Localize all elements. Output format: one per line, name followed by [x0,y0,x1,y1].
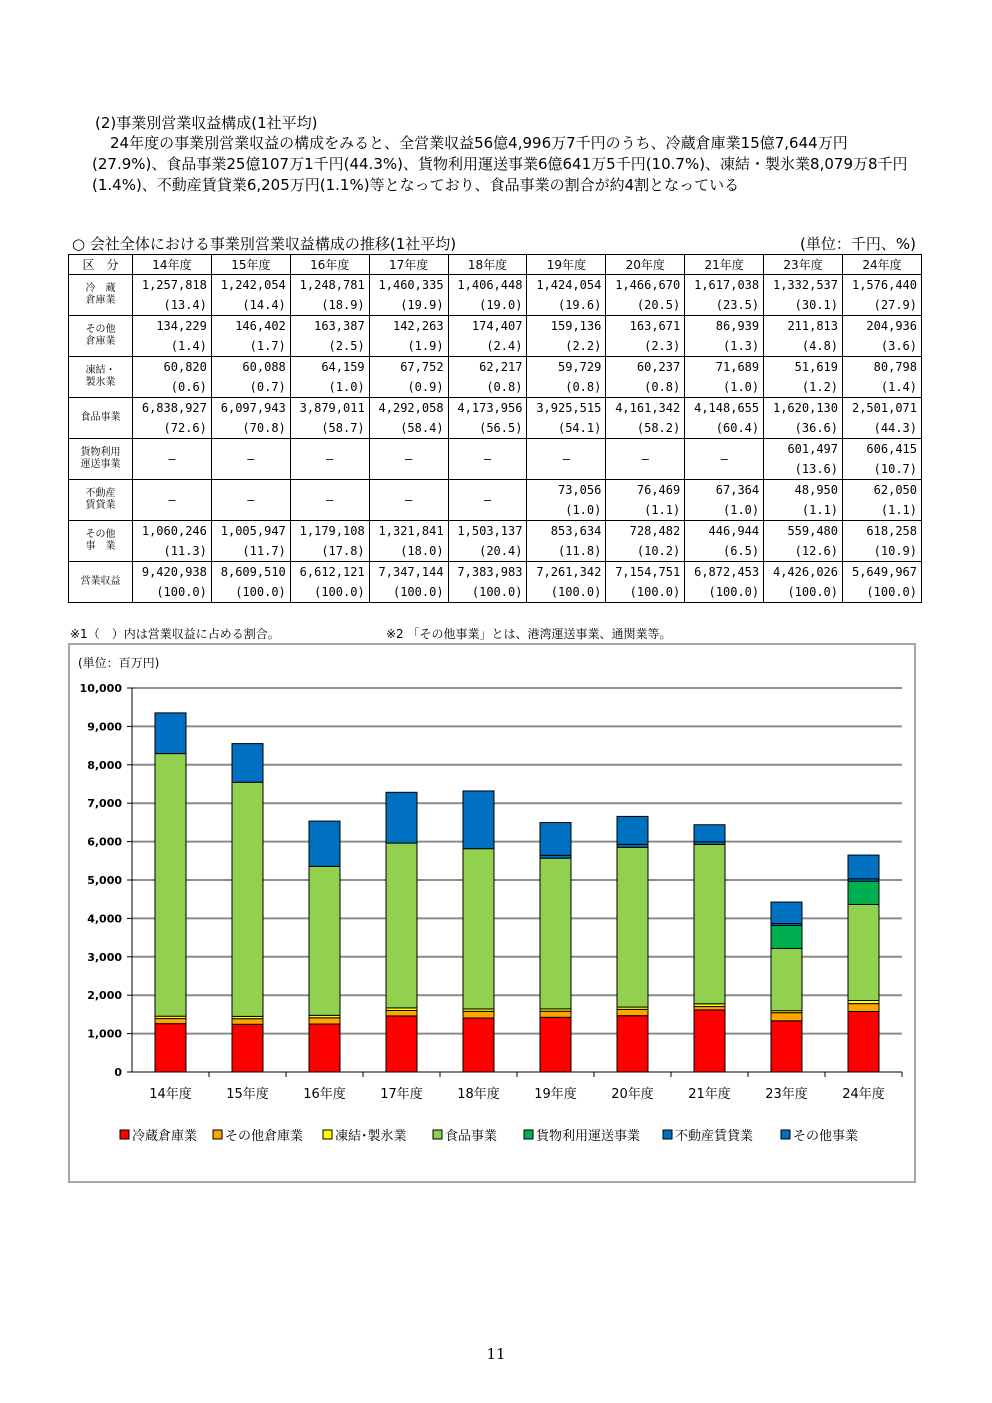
table-row [69,275,922,296]
row-category-label: 運送事業 [80,459,121,470]
value-cell: — [448,480,527,521]
bar-segment [771,902,802,923]
summary-text: 24年度の事業別営業収益の構成をみると、全営業収益56億4,996万7千円のうち、冷蔵倉庫業15億7,644万円(27.9%)、食品事業25億107万1千円(44.3%)、貨物利用運送事業6億641万5千円(10.7%)、凍結・製氷業8,079万8千円(1.4%)、不動産賃貸業6,205万円(1.1%)等となっており、食品事業の割合が約4割となっている [92,134,908,194]
percent-cell: (19.6) [527,295,606,316]
bar-segment [232,1024,263,1072]
value-cell: 3,925,515 [527,398,606,419]
percent-cell: (2.5) [290,336,369,357]
value-cell: 618,258 [843,521,922,542]
row-category-label: 食品事業 [80,412,121,423]
value-cell: 1,005,947 [211,521,290,542]
value-cell: 64,159 [290,357,369,378]
row-category [69,316,133,357]
percent-cell: (2.3) [606,336,685,357]
bar-segment [309,866,340,1015]
value-cell: — [211,480,290,521]
value-cell: 1,424,054 [527,275,606,296]
y-tick-label: 5,000 [87,874,122,887]
value-cell: 60,237 [606,357,685,378]
value-cell: 601,497 [764,439,843,460]
value-cell: 80,798 [843,357,922,378]
x-tick-label: 16年度 [303,1087,346,1102]
value-cell: — [448,439,527,480]
percent-cell: (44.3) [843,418,922,439]
value-cell: 163,671 [606,316,685,337]
percent-cell: (11.7) [211,541,290,562]
row-category-label: 営業収益 [80,576,121,587]
y-tick-label: 8,000 [87,758,122,772]
x-tick-label: 20年度 [611,1087,654,1102]
bar-segment [386,843,417,1008]
bar-segment [694,825,725,842]
value-cell: — [606,439,685,480]
y-tick-label: 6,000 [87,835,122,849]
value-cell: 6,612,121 [290,562,369,583]
bar-segment [540,1017,571,1072]
bar-segment [771,1021,802,1072]
percent-cell: (54.1) [527,418,606,439]
row-category [69,275,133,316]
table-corner: 区 分 [69,255,133,275]
table-row [69,480,922,501]
percent-cell: (36.6) [764,418,843,439]
percent-cell: (100.0) [527,582,606,603]
value-cell: 1,242,054 [211,275,290,296]
row-category-label: 倉庫業 [85,336,116,347]
col-year: 20年度 [606,255,685,275]
row-category [69,521,133,562]
table-title: ○ 会社全体における事業別営業収益構成の推移(1社平均) [72,235,457,253]
value-cell: 1,503,137 [448,521,527,542]
col-year: 15年度 [211,255,290,275]
x-tick-label: 17年度 [380,1087,423,1102]
percent-cell: (1.0) [527,500,606,521]
legend-swatch [524,1130,533,1139]
bar-segment [694,844,725,1003]
value-cell: 1,248,781 [290,275,369,296]
percent-cell: (1.4) [133,336,212,357]
bar-segment [155,713,186,754]
value-cell: 1,257,818 [133,275,212,296]
percent-cell: (58.2) [606,418,685,439]
value-cell: 1,179,108 [290,521,369,542]
bar-segment [386,1016,417,1072]
value-cell: 1,620,130 [764,398,843,419]
value-cell: 1,060,246 [133,521,212,542]
col-year: 23年度 [764,255,843,275]
row-category-label: 貨物利用 [80,447,121,458]
bar-segment [771,948,802,1010]
row-category-label: 事 業 [85,541,116,552]
value-cell: 204,936 [843,316,922,337]
value-cell: 60,820 [133,357,212,378]
note-ratio: ※1（ ）内は営業収益に占める割合。 [70,627,280,641]
value-cell: 7,383,983 [448,562,527,583]
percent-cell: (1.3) [685,336,764,357]
value-cell: 3,879,011 [290,398,369,419]
value-cell: 73,056 [527,480,606,501]
value-cell: 60,088 [211,357,290,378]
percent-cell: (2.4) [448,336,527,357]
legend-swatch [663,1130,672,1139]
bar-segment [848,1011,879,1072]
bar-segment [540,823,571,856]
percent-cell: (13.4) [133,295,212,316]
value-cell: 174,407 [448,316,527,337]
bar-segment [694,1007,725,1010]
table-row-pct [69,582,922,603]
value-cell: 76,469 [606,480,685,501]
percent-cell: (0.8) [448,377,527,398]
bar-segment [232,782,263,1016]
y-tick-label: 10,000 [79,682,122,695]
percent-cell: (14.4) [211,295,290,316]
percent-cell: (11.3) [133,541,212,562]
percent-cell: (20.5) [606,295,685,316]
value-cell: 4,161,342 [606,398,685,419]
percent-cell: (100.0) [448,582,527,603]
col-year: 17年度 [369,255,448,275]
row-category-label: 不動産 [85,488,116,499]
x-tick-label: 23年度 [765,1087,808,1102]
percent-cell: (0.8) [527,377,606,398]
percent-cell: (23.5) [685,295,764,316]
bar-segment [694,1010,725,1072]
bar-segment [848,904,879,1000]
percent-cell: (12.6) [764,541,843,562]
percent-cell: (58.7) [290,418,369,439]
legend-label: 凍結･製氷業 [335,1129,407,1144]
value-cell: 67,752 [369,357,448,378]
revenue-table [68,254,922,603]
table-row-pct [69,336,922,357]
percent-cell: (100.0) [369,582,448,603]
bar-segment [540,1011,571,1017]
table-row [69,357,922,378]
value-cell: 559,480 [764,521,843,542]
col-year: 16年度 [290,255,369,275]
row-category-label: その他 [85,529,116,540]
legend-swatch [433,1130,442,1139]
bar-segment [309,821,340,866]
x-tick-label: 14年度 [149,1087,192,1102]
percent-cell: (30.1) [764,295,843,316]
bar-segment [155,1024,186,1072]
percent-cell: (56.5) [448,418,527,439]
value-cell: 446,944 [685,521,764,542]
percent-cell: (19.9) [369,295,448,316]
percent-cell: (100.0) [133,582,212,603]
percent-cell: (0.8) [606,377,685,398]
legend-label: 不動産賃貸業 [675,1129,754,1144]
percent-cell: (1.0) [290,377,369,398]
value-cell: 67,364 [685,480,764,501]
legend-swatch [781,1130,790,1139]
table-row-pct [69,541,922,562]
table-header-row [69,255,922,275]
table-row-pct [69,295,922,316]
value-cell: 1,576,440 [843,275,922,296]
x-tick-label: 19年度 [534,1087,577,1102]
col-year: 14年度 [133,255,212,275]
value-cell: 71,689 [685,357,764,378]
legend-label: 食品事業 [445,1129,498,1144]
y-tick-label: 0 [114,1066,122,1079]
percent-cell: (11.8) [527,541,606,562]
y-tick-label: 3,000 [87,950,122,964]
percent-cell: (1.1) [764,500,843,521]
bar-segment [771,925,802,948]
percent-cell: (1.7) [211,336,290,357]
row-category-label: 凍結・ [85,365,116,376]
bar-segment [540,858,571,1009]
table-unit: (単位：千円、%) [800,235,916,253]
table-row [69,562,922,583]
percent-cell: (1.4) [843,377,922,398]
row-category-label: 冷 蔵 [85,283,116,294]
page-number: 11 [486,1345,506,1363]
bar-segment [463,791,494,849]
bar-segment [386,1010,417,1015]
value-cell: 4,173,956 [448,398,527,419]
bar-segment [617,1016,648,1072]
bar-segment [309,1024,340,1072]
legend-label: その他事業 [793,1129,859,1144]
value-cell: — [369,439,448,480]
col-year: 21年度 [685,255,764,275]
percent-cell: (70.8) [211,418,290,439]
col-year: 24年度 [843,255,922,275]
percent-cell: (10.2) [606,541,685,562]
percent-cell: (100.0) [764,582,843,603]
chart-unit-label: (単位：百万円) [78,656,160,670]
value-cell: 6,838,927 [133,398,212,419]
value-cell: — [290,439,369,480]
percent-cell: (19.0) [448,295,527,316]
stacked-bar-chart [70,645,914,1181]
value-cell: 1,466,670 [606,275,685,296]
value-cell: 6,097,943 [211,398,290,419]
value-cell: 62,050 [843,480,922,501]
value-cell: 1,321,841 [369,521,448,542]
legend-label: その他倉庫業 [225,1129,304,1144]
bar-segment [463,1011,494,1018]
table-row [69,521,922,542]
value-cell: 146,402 [211,316,290,337]
bar-segment [463,849,494,1009]
legend-swatch [213,1130,222,1139]
value-cell: 5,649,967 [843,562,922,583]
value-cell: 59,729 [527,357,606,378]
percent-cell: (100.0) [211,582,290,603]
bar-segment [848,881,879,904]
y-tick-label: 1,000 [87,1027,122,1041]
value-cell: 163,387 [290,316,369,337]
row-category [69,357,133,398]
percent-cell: (1.1) [606,500,685,521]
y-tick-label: 2,000 [87,989,122,1003]
value-cell: 2,501,071 [843,398,922,419]
value-cell: 159,136 [527,316,606,337]
percent-cell: (6.5) [685,541,764,562]
col-year: 19年度 [527,255,606,275]
value-cell: 853,634 [527,521,606,542]
value-cell: — [211,439,290,480]
value-cell: 62,217 [448,357,527,378]
y-tick-label: 9,000 [87,720,122,734]
percent-cell: (100.0) [843,582,922,603]
percent-cell: (10.9) [843,541,922,562]
percent-cell: (18.0) [369,541,448,562]
value-cell: 86,939 [685,316,764,337]
value-cell: 4,292,058 [369,398,448,419]
value-cell: 7,261,342 [527,562,606,583]
percent-cell: (100.0) [290,582,369,603]
bar-segment [232,744,263,783]
bar-segment [848,855,879,879]
value-cell: — [685,439,764,480]
bar-segment [771,1013,802,1021]
bar-segment [155,1019,186,1024]
value-cell: 51,619 [764,357,843,378]
bar-segment [463,1018,494,1072]
percent-cell: (27.9) [843,295,922,316]
percent-cell: (1.1) [843,500,922,521]
percent-cell: (60.4) [685,418,764,439]
col-year: 18年度 [448,255,527,275]
percent-cell: (0.6) [133,377,212,398]
x-tick-label: 21年度 [688,1087,731,1102]
percent-cell: (58.4) [369,418,448,439]
percent-cell: (100.0) [685,582,764,603]
row-category-label: 賃貸業 [85,500,116,511]
value-cell: 4,426,026 [764,562,843,583]
percent-cell: (72.6) [133,418,212,439]
percent-cell: (1.9) [369,336,448,357]
value-cell: 606,415 [843,439,922,460]
table-row [69,398,922,419]
row-category [69,562,133,603]
bar-segment [386,792,417,843]
value-cell: 48,950 [764,480,843,501]
bar-segment [617,847,648,1007]
x-tick-label: 18年度 [457,1087,500,1102]
row-category [69,480,133,521]
percent-cell: (2.2) [527,336,606,357]
legend-label: 貨物利用運送事業 [536,1129,641,1144]
summary-paragraph [92,133,922,196]
value-cell: 728,482 [606,521,685,542]
value-cell: 7,154,751 [606,562,685,583]
value-cell: — [290,480,369,521]
percent-cell: (17.8) [290,541,369,562]
bar-segment [232,1019,263,1025]
value-cell: 1,617,038 [685,275,764,296]
percent-cell: (0.9) [369,377,448,398]
value-cell: — [369,480,448,521]
percent-cell: (3.6) [843,336,922,357]
value-cell: 1,406,448 [448,275,527,296]
bar-segment [155,754,186,1017]
value-cell: — [527,439,606,480]
row-category-label: 製氷業 [85,377,116,388]
value-cell: 211,813 [764,316,843,337]
row-category-label: 倉庫業 [85,295,116,306]
percent-cell: (4.8) [764,336,843,357]
y-tick-label: 4,000 [87,912,122,926]
value-cell: 1,460,335 [369,275,448,296]
table-row [69,316,922,337]
row-category [69,398,133,439]
table-row-pct [69,418,922,439]
bar-segment [309,1018,340,1024]
section-heading: (2)事業別営業収益構成(1社平均) [95,114,318,132]
row-category-label: その他 [85,324,116,335]
chart-frame [68,643,916,1183]
percent-cell: (100.0) [606,582,685,603]
value-cell: 7,347,144 [369,562,448,583]
bar-segment [848,1004,879,1012]
value-cell: 142,263 [369,316,448,337]
table-row-pct [69,377,922,398]
table-row [69,439,922,460]
percent-cell: (1.0) [685,377,764,398]
value-cell: — [133,480,212,521]
note-other-business: ※2 「その他事業」とは、港湾運送事業、通関業等。 [386,627,672,641]
legend-swatch [120,1130,129,1139]
x-tick-label: 15年度 [226,1087,269,1102]
bar-segment [617,816,648,844]
percent-cell: (10.7) [843,459,922,480]
value-cell: 134,229 [133,316,212,337]
value-cell: 4,148,655 [685,398,764,419]
percent-cell: (20.4) [448,541,527,562]
row-category [69,439,133,480]
value-cell: 1,332,537 [764,275,843,296]
legend-swatch [323,1130,332,1139]
x-tick-label: 24年度 [842,1087,885,1102]
percent-cell: (1.0) [685,500,764,521]
bar-segment [617,1009,648,1015]
legend-label: 冷蔵倉庫業 [132,1129,198,1144]
percent-cell: (0.7) [211,377,290,398]
y-tick-label: 7,000 [87,797,122,811]
percent-cell: (18.9) [290,295,369,316]
percent-cell: (1.2) [764,377,843,398]
value-cell: 8,609,510 [211,562,290,583]
value-cell: 6,872,453 [685,562,764,583]
percent-cell: (13.6) [764,459,843,480]
value-cell: — [133,439,212,480]
value-cell: 9,420,938 [133,562,212,583]
